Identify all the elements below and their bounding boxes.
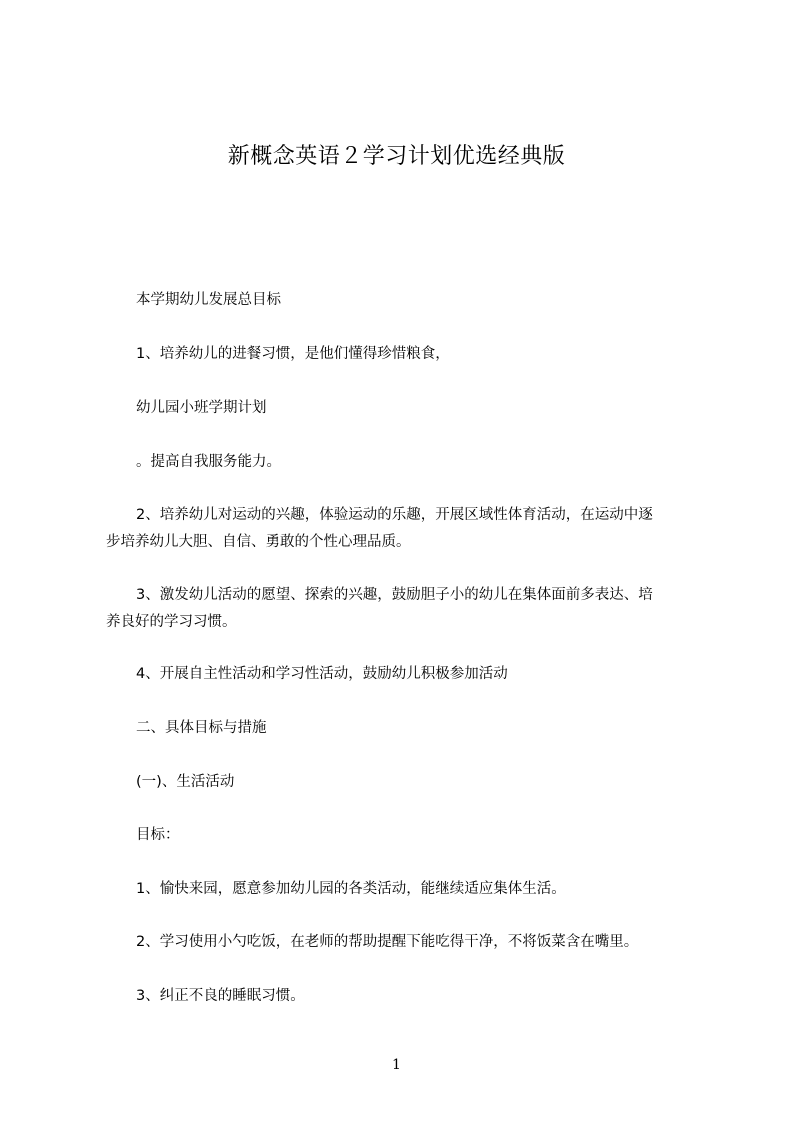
paragraph-goals-label: 目标：: [136, 827, 180, 843]
page-number: 1: [392, 1057, 401, 1073]
paragraph-goal-2-line-2: 步培养幼儿大胆、自信、勇敢的个性心理品质。: [106, 534, 411, 550]
paragraph-life-activities: (一)、生活活动: [136, 774, 235, 790]
paragraph-goal-3-line-2: 养良好的学习习惯。: [106, 614, 237, 630]
paragraph-self-service: 。提高自我服务能力。: [136, 454, 281, 470]
document-title: 新概念英语２学习计划优选经典版: [227, 144, 566, 169]
paragraph-goal-1: 1、培养幼儿的进餐习惯，是他们懂得珍惜粮食，: [136, 346, 450, 362]
paragraph-life-goal-1: 1、愉快来园，愿意参加幼儿园的各类活动，能继续适应集体生活。: [136, 881, 566, 897]
paragraph-goal-4: 4、开展自主性活动和学习性活动，鼓励幼儿积极参加活动: [136, 666, 508, 682]
paragraph-life-goal-2: 2、学习使用小勺吃饭，在老师的帮助提醒下能吃得干净，不将饭菜含在嘴里。: [136, 934, 639, 950]
paragraph-goal-2: [106, 505, 716, 552]
paragraph-plan-title: 幼儿园小班学期计划: [136, 400, 267, 416]
paragraph-goal-2-line-1: 2、培养幼儿对运动的兴趣，体验运动的乐趣，开展区域性体育活动，在运动中逐: [136, 507, 653, 523]
paragraph-goal-heading: 本学期幼儿发展总目标: [136, 292, 281, 308]
paragraph-goal-3-line-1: 3、激发幼儿活动的愿望、探索的兴趣，鼓励胆子小的幼儿在集体面前多表达、培: [136, 587, 653, 603]
paragraph-goal-3: [106, 585, 716, 632]
paragraph-life-goal-3: 3、纠正不良的睡眠习惯。: [136, 988, 305, 1004]
paragraph-section-two: 二、具体目标与措施: [136, 720, 267, 736]
